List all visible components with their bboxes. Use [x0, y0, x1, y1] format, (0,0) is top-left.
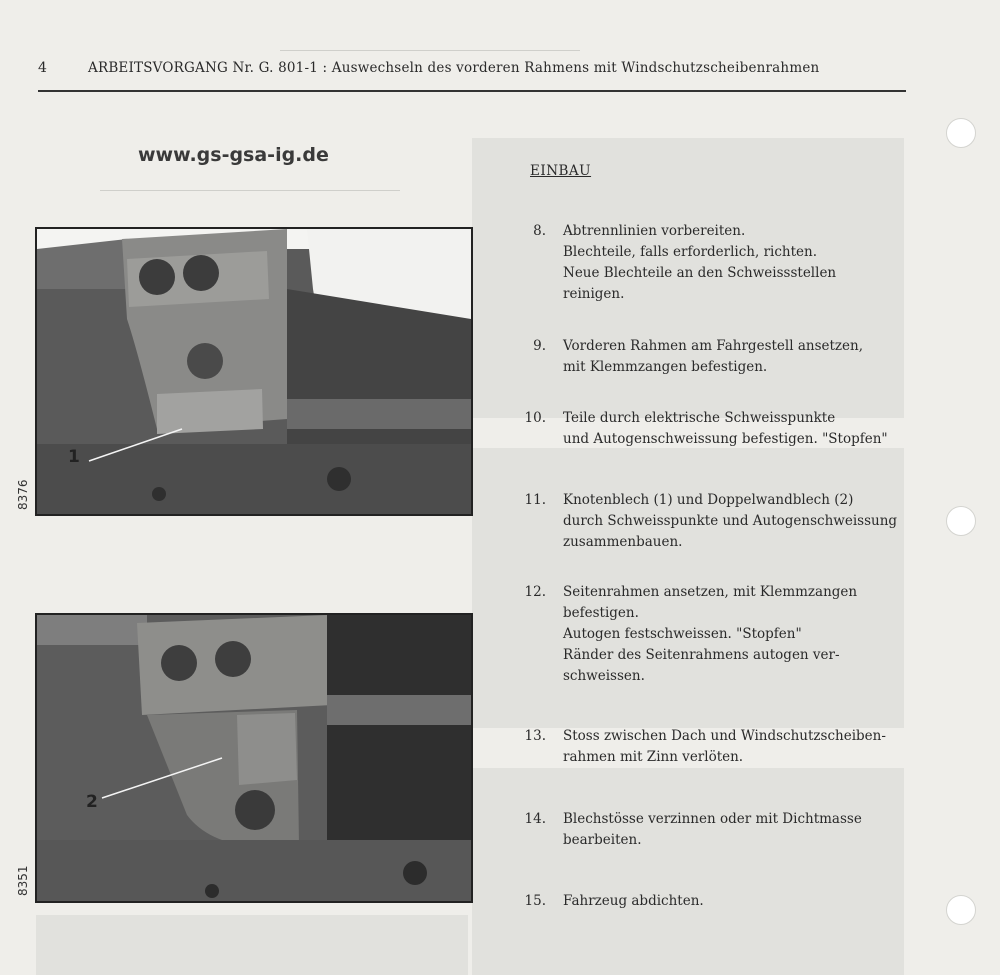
page-title: ARBEITSVORGANG Nr. G. 801-1 : Auswechseln des vorderen Rahmens mit Windschutzscheibenrahmen: [88, 60, 820, 76]
step-text: Vorderen Rahmen am Fahrgestell ansetzen, mit Klemmzangen befestigen.: [563, 338, 864, 375]
photo-2-illustration: [37, 615, 471, 901]
photo-1-illustration: [37, 229, 471, 514]
step-text: Blechstösse verzinnen oder mit Dichtmasse bearbeiten.: [563, 811, 862, 848]
step-text: Fahrzeug abdichten.: [563, 893, 704, 909]
callout-1: 1: [68, 447, 80, 467]
step-text: Knotenblech (1) und Doppelwandblech (2) durch Schweisspunkte und Autogenschweissung zusammenbauen.: [563, 492, 898, 550]
photo-code: 8351: [16, 865, 30, 896]
step-text: Seitenrahmen ansetzen, mit Klemmzangen befestigen. Autogen festschweissen. "Stopfen" Ränder des Seitenrahmens autogen ver- schweissen.: [563, 584, 858, 684]
step-number: 12.: [524, 584, 546, 600]
punch-hole: [946, 118, 976, 148]
step-number: 10.: [524, 410, 546, 426]
step-number: 8.: [533, 223, 546, 239]
step-text: Stoss zwischen Dach und Windschutzscheiben- rahmen mit Zinn verlöten.: [563, 728, 886, 765]
photo-doppelwandblech: [35, 613, 473, 903]
website-watermark: www.gs-gsa-ig.de: [138, 144, 329, 166]
show-through-line: [100, 190, 400, 191]
show-through-block-left: [36, 915, 468, 975]
punch-hole: [946, 506, 976, 536]
step-number: 13.: [524, 728, 546, 744]
show-through-line: [280, 50, 580, 51]
page-number: 4: [38, 60, 47, 76]
show-through-block-bottom: [472, 768, 904, 975]
step-number: 14.: [524, 811, 546, 827]
step-number: 11.: [524, 492, 546, 508]
photo-knotenblech: [35, 227, 473, 516]
step-number: 9.: [533, 338, 546, 354]
header-rule: [38, 90, 906, 92]
step-number: 15.: [524, 893, 546, 909]
punch-hole: [946, 895, 976, 925]
section-heading: EINBAU: [530, 163, 592, 179]
step-text: Abtrennlinien vorbereiten. Blechteile, falls erforderlich, richten. Neue Blechteile an den Schweissstellen reinigen.: [563, 223, 837, 302]
photo-code: 8376: [16, 479, 30, 510]
callout-2: 2: [86, 792, 98, 812]
step-text: Teile durch elektrische Schweisspunkte und Autogenschweissung befestigen. "Stopfen": [563, 410, 888, 447]
